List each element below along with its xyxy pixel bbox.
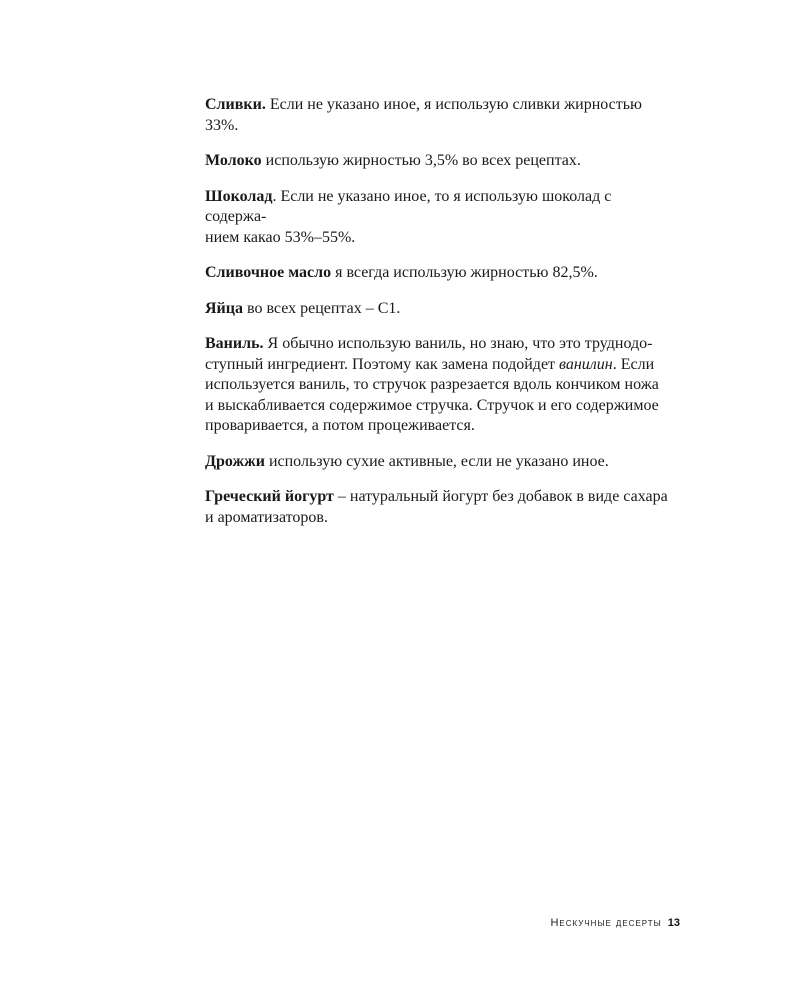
text-vanilla-line-2: ступный ингредиент. Поэтому как замена подойдет	[205, 355, 560, 373]
paragraph-yeast	[205, 452, 675, 473]
text-milk: использую жирностью 3,5% во всех рецептах.	[261, 152, 581, 169]
term-greek-yogurt: Греческий йогурт	[205, 488, 334, 505]
text-vanilla-line-3: используется ваниль, то стручок разрезается вдоль кончиком ножа	[205, 376, 659, 393]
paragraph-greek-yogurt	[205, 487, 675, 528]
term-butter: Сливочное масло	[205, 264, 332, 281]
running-title: Нескучные десерты	[550, 917, 662, 929]
term-yeast: Дрожжи	[205, 452, 265, 470]
term-chocolate: Шоколад	[205, 187, 273, 205]
text-vanilla-line-5: проваривается, а потом процеживается.	[205, 417, 475, 434]
text-chocolate-line-2: нием какао 53%–55%.	[205, 228, 356, 246]
paragraph-cream	[205, 95, 675, 136]
term-vanilla: Ваниль.	[205, 335, 264, 352]
page-footer	[520, 913, 680, 931]
text-eggs: во всех рецептах – С1.	[243, 299, 401, 317]
term-eggs: Яйца	[205, 299, 243, 317]
text-vanilla-italic: ванилин	[559, 355, 613, 373]
term-cream: Сливки.	[205, 96, 266, 113]
paragraph-milk	[205, 151, 675, 172]
page-number: 13	[667, 917, 680, 929]
paragraph-butter	[205, 263, 675, 284]
paragraph-vanilla	[205, 334, 675, 437]
text-chocolate-line-1: . Если не указано иное, то я использую шоколад с содержа-	[205, 187, 612, 225]
text-greek-yogurt-line-1: – натуральный йогурт без добавок в виде сахара	[333, 488, 668, 505]
text-vanilla-line-1: Я обычно использую ваниль, но знаю, что это труднодо-	[263, 335, 653, 352]
text-vanilla-line-4: и выскабливается содержимое стручка. Стручок и его содержимое	[205, 396, 659, 414]
paragraph-eggs	[205, 299, 675, 320]
text-yeast: использую сухие активные, если не указано иное.	[264, 452, 609, 470]
text-cream: Если не указано иное, я использую сливки жирностью 33%.	[205, 96, 643, 134]
text-butter: я всегда использую жирностью 82,5%.	[331, 264, 598, 281]
page-body	[205, 95, 675, 543]
text-vanilla-line-2-end: . Если	[612, 355, 655, 373]
term-milk: Молоко	[205, 152, 262, 169]
text-greek-yogurt-line-2: и ароматизаторов.	[205, 508, 328, 526]
paragraph-chocolate	[205, 187, 675, 249]
